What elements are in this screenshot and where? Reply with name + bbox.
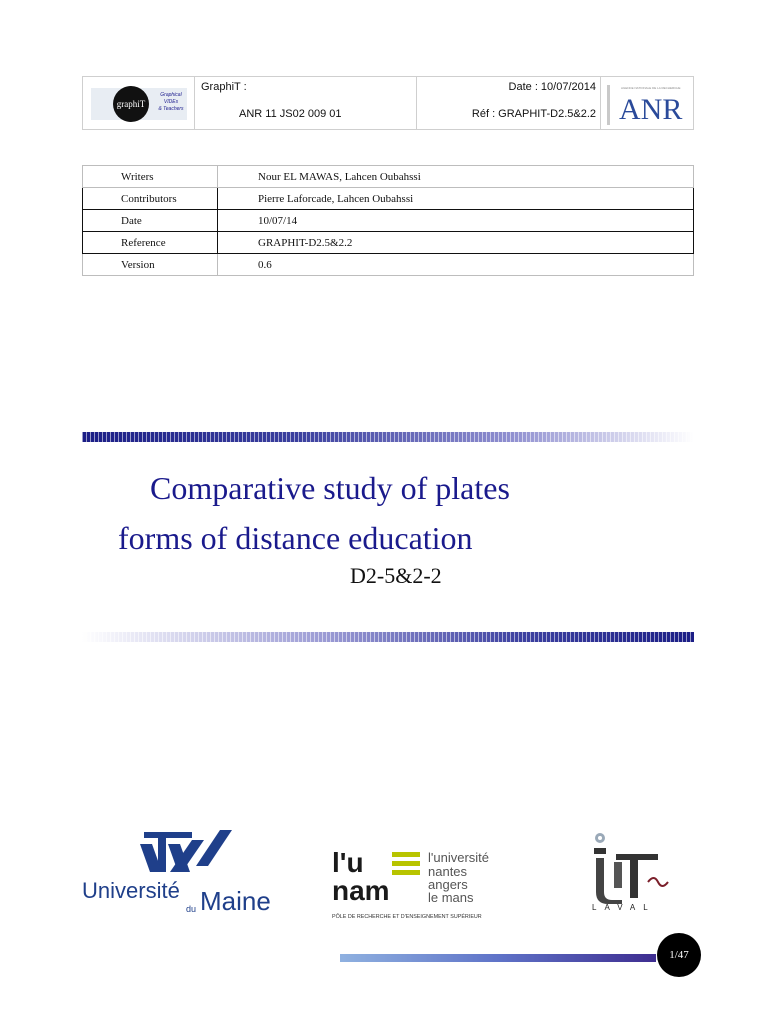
- universite-du-maine-logo: [82, 826, 272, 916]
- svg-text:l'u: l'u: [332, 847, 364, 878]
- maine-logo-universite: Université: [82, 878, 180, 903]
- svg-text:nam: nam: [332, 875, 390, 906]
- svg-text:PÔLE DE RECHERCHE ET D'ENSEIGN: PÔLE DE RECHERCHE ET D'ENSEIGNEMENT SUPÉRIEUR: [332, 914, 482, 920]
- graphit-logo: [91, 82, 187, 126]
- iut-laval-text: LAVAL: [592, 903, 656, 912]
- row-label: Contributors: [83, 188, 218, 210]
- date-ref-cell: [417, 77, 601, 129]
- iut-laval-logo: [588, 832, 684, 912]
- svg-text:nantes: nantes: [428, 864, 468, 879]
- footer-divider: [340, 954, 656, 962]
- svg-text:Graphical: Graphical: [160, 92, 182, 98]
- title-divider-top: [82, 432, 694, 442]
- table-row: [83, 254, 694, 276]
- document-title-line1: Comparative study of plates: [150, 470, 510, 506]
- row-label: Reference: [83, 232, 218, 254]
- title-divider-bottom: [82, 632, 694, 642]
- svg-text:le mans: le mans: [428, 890, 474, 905]
- anr-logo-text: ANR: [619, 93, 683, 126]
- row-label: Date: [83, 210, 218, 232]
- svg-text:angers: angers: [428, 877, 468, 892]
- page-number: 1/47: [657, 933, 701, 977]
- svg-text:du: du: [186, 904, 197, 914]
- header-reference: Réf : GRAPHIT-D2.5&2.2: [471, 108, 596, 120]
- row-label: Writers: [83, 166, 218, 188]
- svg-text:AGENCE NATIONALE DE LA RECHERC: AGENCE NATIONALE DE LA RECHERCHE: [621, 86, 681, 90]
- svg-text:l'université: l'université: [428, 850, 490, 865]
- svg-text:VIDEs: VIDEs: [163, 99, 179, 105]
- graphit-logo-word: graphiT: [116, 99, 146, 109]
- row-value: Nour EL MAWAS, Lahcen Oubahssi: [218, 166, 694, 188]
- table-row: [83, 232, 694, 254]
- project-label: GraphiT :: [201, 81, 247, 93]
- project-code: ANR 11 JS02 009 01: [239, 108, 342, 120]
- document-code: D2-5&2-2: [350, 563, 442, 588]
- table-row: [83, 188, 694, 210]
- row-value: 0.6: [218, 254, 694, 276]
- table-row: [83, 166, 694, 188]
- maine-logo-maine: Maine: [200, 886, 271, 916]
- project-cell: [195, 77, 417, 129]
- document-info-table: [82, 165, 694, 276]
- anr-logo-cell: [601, 77, 695, 129]
- anr-logo: [607, 81, 691, 127]
- svg-text:& Teachers: & Teachers: [158, 106, 184, 112]
- unam-logo: [332, 846, 528, 922]
- document-title-line2: forms of distance education: [118, 520, 473, 556]
- row-value: 10/07/14: [218, 210, 694, 232]
- table-row: [83, 210, 694, 232]
- row-label: Version: [83, 254, 218, 276]
- document-header: [82, 76, 694, 130]
- row-value: Pierre Laforcade, Lahcen Oubahssi: [218, 188, 694, 210]
- header-date: Date : 10/07/2014: [508, 81, 596, 93]
- graphit-logo-cell: [83, 77, 195, 129]
- row-value: GRAPHIT-D2.5&2.2: [218, 232, 694, 254]
